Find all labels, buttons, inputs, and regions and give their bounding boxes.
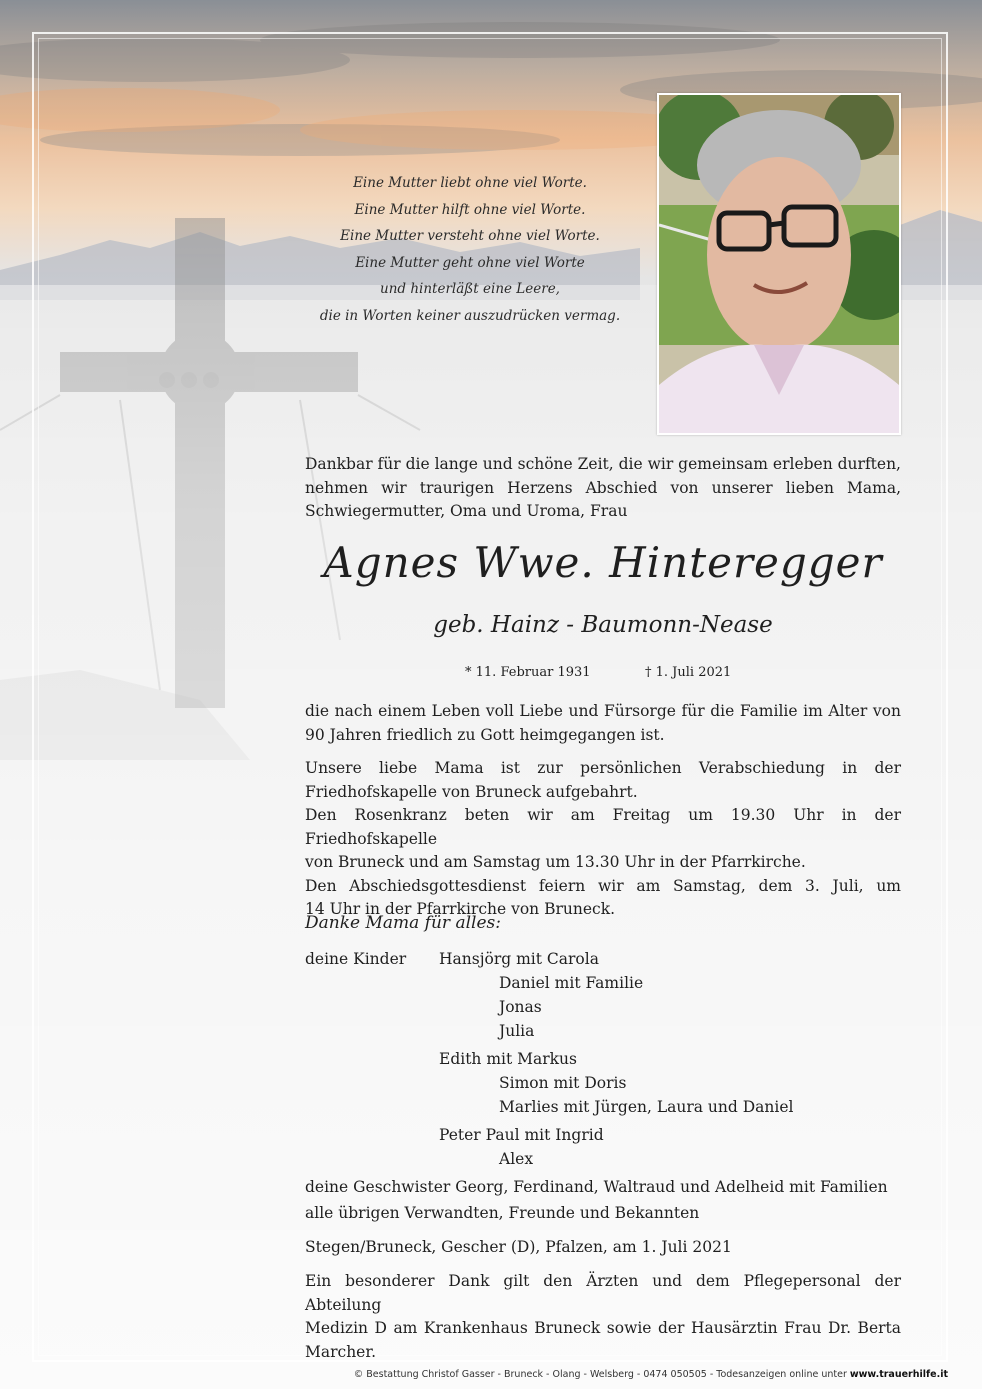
poem-line: Eine Mutter versteht ohne viel Worte. <box>340 228 600 244</box>
grandchild-name: Julia <box>499 1022 535 1040</box>
paragraph-line: 14 Uhr in der Pfarrkirche von Bruneck. <box>305 900 616 918</box>
death-date: † 1. Juli 2021 <box>645 665 732 680</box>
paragraph-life <box>305 700 901 747</box>
intro-line: nehmen wir traurigen Herzens Abschied von unserer lieben Mama, <box>305 478 901 497</box>
intro-line: Dankbar für die lange und schöne Zeit, die wir gemeinsam erleben durften, <box>305 455 901 473</box>
portrait-photo <box>657 93 901 435</box>
grandchild-name: Simon mit Doris <box>499 1074 627 1092</box>
paragraph-line: Marcher. <box>305 1342 376 1361</box>
intro-text <box>305 453 901 524</box>
intro-line: Schwiegermutter, Oma und Uroma, Frau <box>305 502 628 520</box>
paragraph-line: Medizin D am Krankenhaus Bruneck sowie der Hausärztin Frau Dr. Berta <box>305 1319 901 1337</box>
poem <box>290 170 650 329</box>
paragraph-line: von Bruneck und am Samstag um 13.30 Uhr in der Pfarrkirche. <box>305 853 806 871</box>
grandchild-name: Alex <box>499 1150 534 1168</box>
paragraph-line: Ein besonderer Dank gilt den Ärzten und dem Pflegepersonal der Abteilung <box>305 1272 901 1314</box>
siblings-line: deine Geschwister Georg, Ferdinand, Waltraud und Adelheid mit Familien <box>305 1178 888 1196</box>
poem-line: die in Worten keiner auszudrücken vermag. <box>319 307 621 324</box>
poem-line: Eine Mutter geht ohne viel Worte <box>355 254 585 271</box>
grandchild-name: Daniel mit Familie <box>499 974 644 992</box>
maiden-name: geb. Hainz - Baumonn-Nease <box>433 612 773 638</box>
grandchild-name: Jonas <box>499 998 542 1016</box>
footer-credit <box>0 1369 948 1380</box>
relatives-line: alle übrigen Verwandten, Freunde und Bekannten <box>305 1204 700 1222</box>
child-name: Hansjörg mit Carola <box>439 950 599 968</box>
poem-line: und hinterläßt eine Leere, <box>380 281 560 297</box>
child-name: Peter Paul mit Ingrid <box>439 1126 604 1144</box>
footer-text: © Bestattung Christof Gasser - Bruneck - Olang - Welsberg - 0474 050505 - Todesanzeigen online unter <box>353 1369 850 1380</box>
child-name: Edith mit Markus <box>439 1050 577 1068</box>
paragraph-line: 90 Jahren friedlich zu Gott heimgegangen ist. <box>305 725 665 744</box>
paragraph-line: Den Rosenkranz beten wir am Freitag um 19.30 Uhr in der Friedhofskapelle <box>305 806 901 848</box>
paragraph-line: Den Abschiedsgottesdienst feiern wir am Samstag, dem 3. Juli, um <box>305 876 901 895</box>
grandchild-name: Marlies mit Jürgen, Laura und Daniel <box>499 1098 794 1116</box>
thanks-heading: Danke Mama für alles: <box>305 913 501 933</box>
paragraph-line: Friedhofskapelle von Bruneck aufgebahrt. <box>305 782 638 801</box>
poem-line: Eine Mutter hilft ohne viel Worte. <box>354 201 586 218</box>
footer-website-link[interactable]: www.trauerhilfe.it <box>849 1369 948 1380</box>
poem-line: Eine Mutter liebt ohne viel Worte. <box>353 175 587 191</box>
place-date-line: Stegen/Bruneck, Gescher (D), Pfalzen, am 1. Juli 2021 <box>305 1238 732 1256</box>
paragraph-line: die nach einem Leben voll Liebe und Fürsorge für die Familie im Alter von <box>305 702 901 720</box>
deceased-name: Agnes Wwe. Hinteregger <box>323 538 883 587</box>
kinder-label: deine Kinder <box>305 950 407 968</box>
paragraph-line: Unsere liebe Mama ist zur persönlichen Verabschiedung in der <box>305 759 901 777</box>
birth-date: * 11. Februar 1931 <box>465 665 591 680</box>
closing-thanks <box>305 1270 901 1364</box>
paragraph-arrangements <box>305 757 901 922</box>
